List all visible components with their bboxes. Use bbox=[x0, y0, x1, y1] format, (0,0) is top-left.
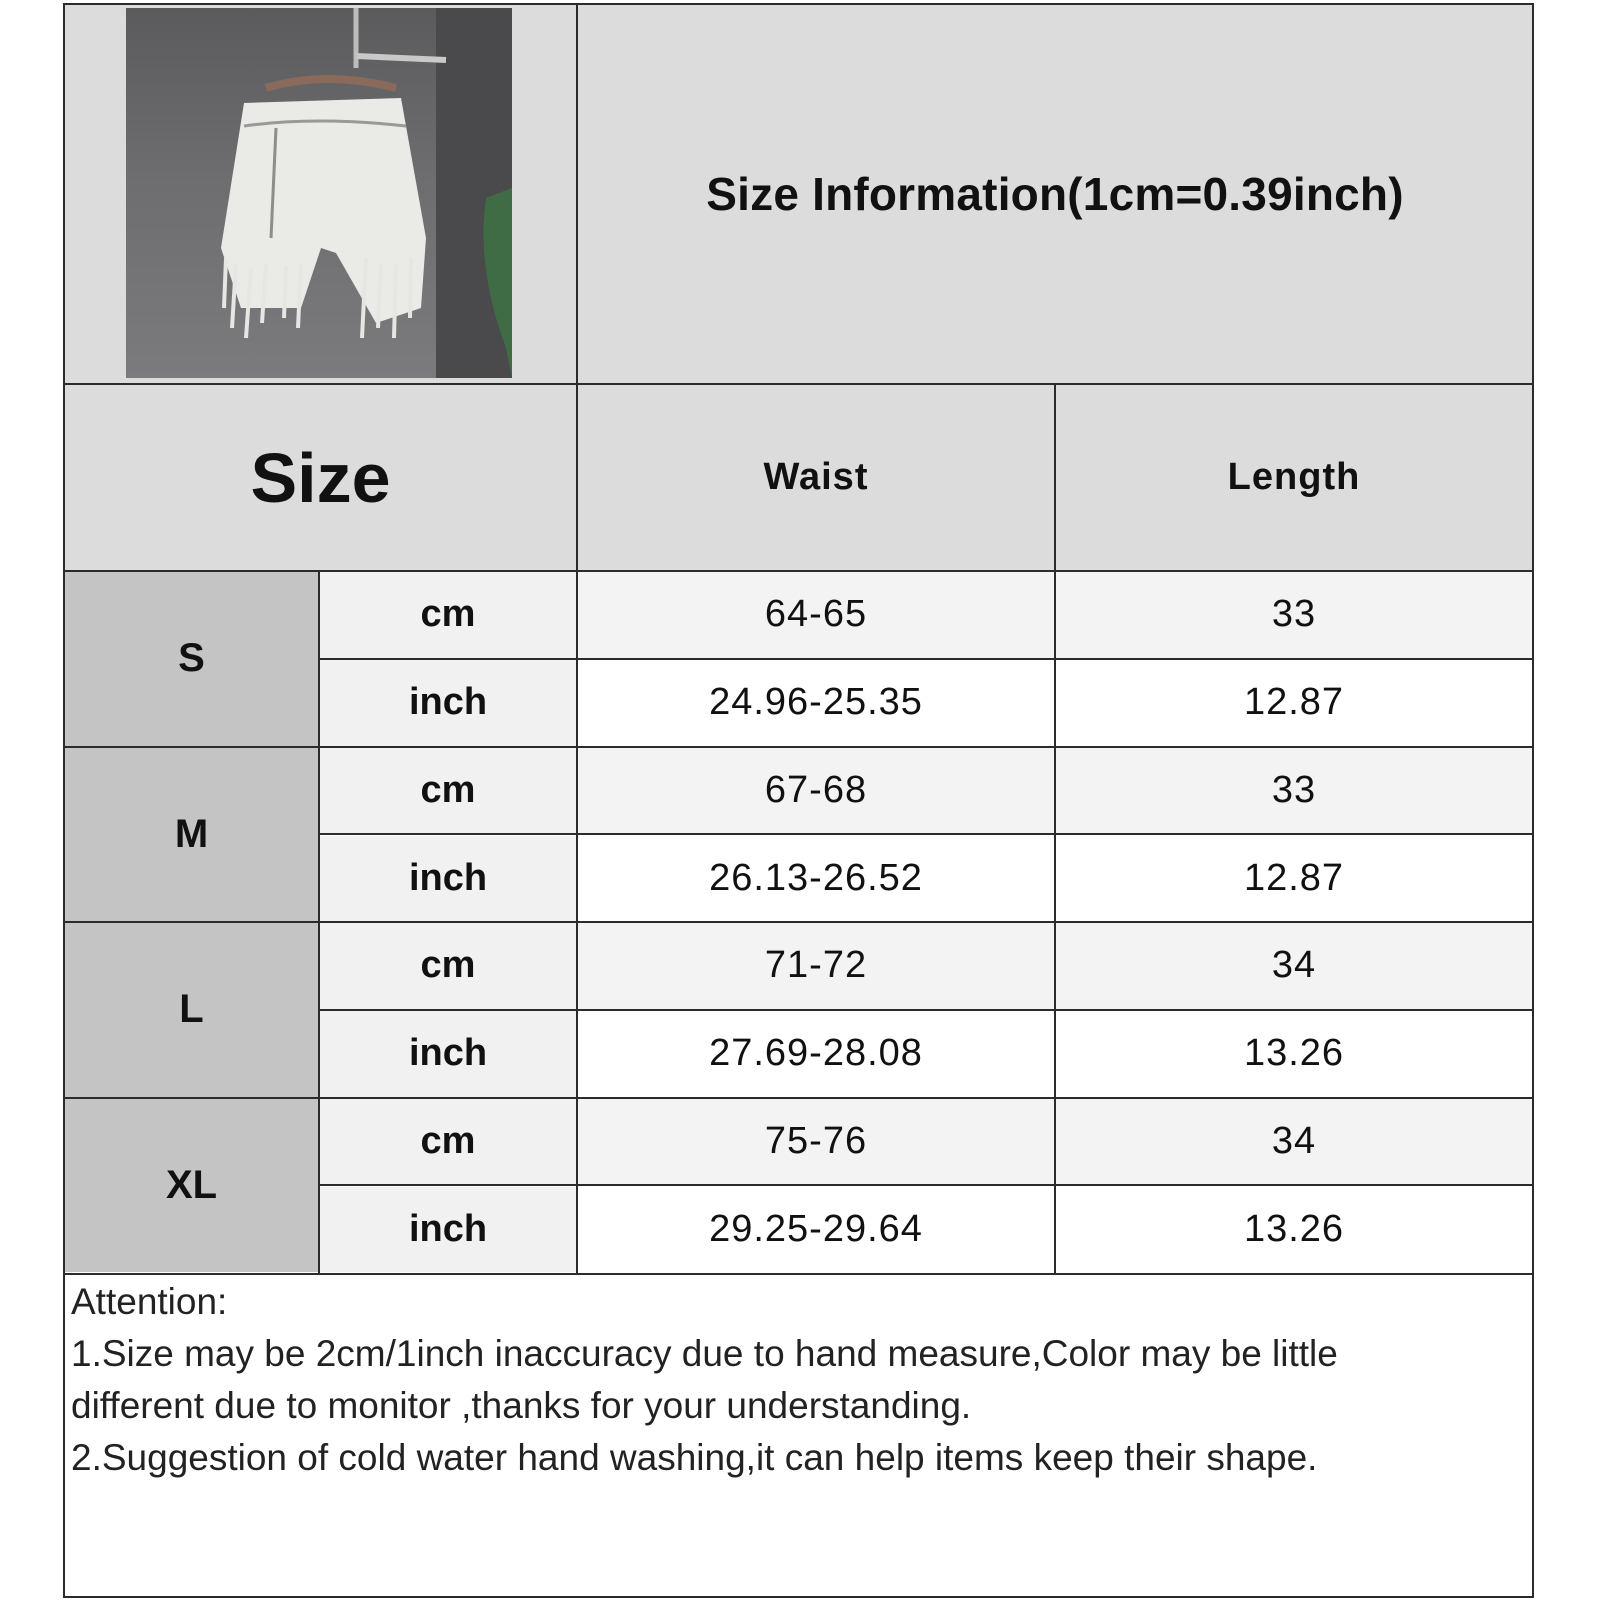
divider bbox=[318, 1009, 1534, 1011]
length-value: 13.26 bbox=[1243, 1032, 1345, 1075]
attention-notes bbox=[71, 1276, 1526, 1484]
size-heading-cell bbox=[65, 385, 576, 570]
length-value: 33 bbox=[1271, 768, 1317, 811]
shorts-image bbox=[126, 8, 512, 378]
size-label: M bbox=[174, 811, 209, 856]
waist-value: 64-65 bbox=[764, 593, 868, 636]
waist-value-cell bbox=[578, 660, 1054, 746]
notes-line-1: 1.Size may be 2cm/1inch inaccuracy due to hand measure,Color may be little bbox=[71, 1333, 1338, 1374]
size-label: XL bbox=[165, 1162, 218, 1207]
waist-heading: Waist bbox=[763, 456, 869, 498]
unit-label-cell bbox=[320, 836, 576, 922]
divider bbox=[63, 1097, 1534, 1099]
unit-label-cell bbox=[320, 748, 576, 834]
length-value-cell bbox=[1056, 836, 1532, 922]
waist-heading-cell bbox=[578, 385, 1054, 570]
size-label: S bbox=[178, 636, 205, 681]
waist-value-cell bbox=[578, 1099, 1054, 1185]
length-value: 33 bbox=[1271, 593, 1317, 636]
length-value-cell bbox=[1056, 748, 1532, 834]
length-heading-cell bbox=[1056, 385, 1532, 570]
divider bbox=[318, 833, 1534, 835]
divider bbox=[1054, 383, 1056, 1275]
length-value-cell bbox=[1056, 1187, 1532, 1273]
notes-line-2: different due to monitor ,thanks for your understanding. bbox=[71, 1385, 972, 1426]
unit-label-cell bbox=[320, 1099, 576, 1185]
length-value-cell bbox=[1056, 1011, 1532, 1097]
length-heading: Length bbox=[1227, 456, 1361, 498]
length-value: 12.87 bbox=[1243, 856, 1345, 899]
product-photo bbox=[126, 8, 512, 378]
divider bbox=[576, 3, 578, 1275]
unit-label: cm bbox=[420, 768, 476, 811]
size-label-cell bbox=[65, 572, 318, 746]
waist-value: 24.96-25.35 bbox=[709, 681, 923, 724]
divider bbox=[63, 570, 1534, 572]
size-label: L bbox=[179, 987, 204, 1032]
divider bbox=[318, 1184, 1534, 1186]
waist-value: 29.25-29.64 bbox=[709, 1207, 923, 1250]
waist-value-cell bbox=[578, 1187, 1054, 1273]
unit-label: inch bbox=[408, 1032, 488, 1075]
chart-title: Size Information(1cm=0.39inch) bbox=[706, 168, 1404, 220]
length-value: 34 bbox=[1271, 944, 1317, 987]
unit-label-cell bbox=[320, 1011, 576, 1097]
notes-heading: Attention: bbox=[71, 1281, 228, 1322]
size-label-cell bbox=[65, 748, 318, 922]
notes-line-3: 2.Suggestion of cold water hand washing,it can help items keep their shape. bbox=[71, 1437, 1318, 1478]
waist-value: 67-68 bbox=[764, 768, 868, 811]
unit-label: inch bbox=[408, 1207, 488, 1250]
unit-label-cell bbox=[320, 923, 576, 1009]
waist-value-cell bbox=[578, 923, 1054, 1009]
unit-label: cm bbox=[420, 593, 476, 636]
unit-label: inch bbox=[408, 856, 488, 899]
length-value-cell bbox=[1056, 923, 1532, 1009]
waist-value: 26.13-26.52 bbox=[709, 856, 923, 899]
length-value: 13.26 bbox=[1243, 1207, 1345, 1250]
size-label-cell bbox=[65, 1099, 318, 1273]
unit-label: inch bbox=[408, 681, 488, 724]
unit-label-cell bbox=[320, 572, 576, 658]
length-value: 34 bbox=[1271, 1119, 1317, 1162]
unit-label-cell bbox=[320, 660, 576, 746]
divider bbox=[63, 921, 1534, 923]
waist-value-cell bbox=[578, 748, 1054, 834]
waist-value-cell bbox=[578, 572, 1054, 658]
length-value-cell bbox=[1056, 660, 1532, 746]
length-value-cell bbox=[1056, 572, 1532, 658]
length-value: 12.87 bbox=[1243, 681, 1345, 724]
divider bbox=[63, 383, 1534, 385]
unit-label-cell bbox=[320, 1187, 576, 1273]
waist-value-cell bbox=[578, 836, 1054, 922]
waist-value: 71-72 bbox=[764, 944, 868, 987]
divider bbox=[63, 1273, 1534, 1275]
waist-value: 27.69-28.08 bbox=[709, 1032, 923, 1075]
divider bbox=[318, 658, 1534, 660]
unit-label: cm bbox=[420, 944, 476, 987]
waist-value-cell bbox=[578, 1011, 1054, 1097]
size-label-cell bbox=[65, 923, 318, 1097]
waist-value: 75-76 bbox=[764, 1119, 868, 1162]
size-heading: Size bbox=[250, 438, 391, 517]
length-value-cell bbox=[1056, 1099, 1532, 1185]
divider bbox=[63, 746, 1534, 748]
unit-label: cm bbox=[420, 1119, 476, 1162]
title-cell bbox=[578, 5, 1532, 383]
